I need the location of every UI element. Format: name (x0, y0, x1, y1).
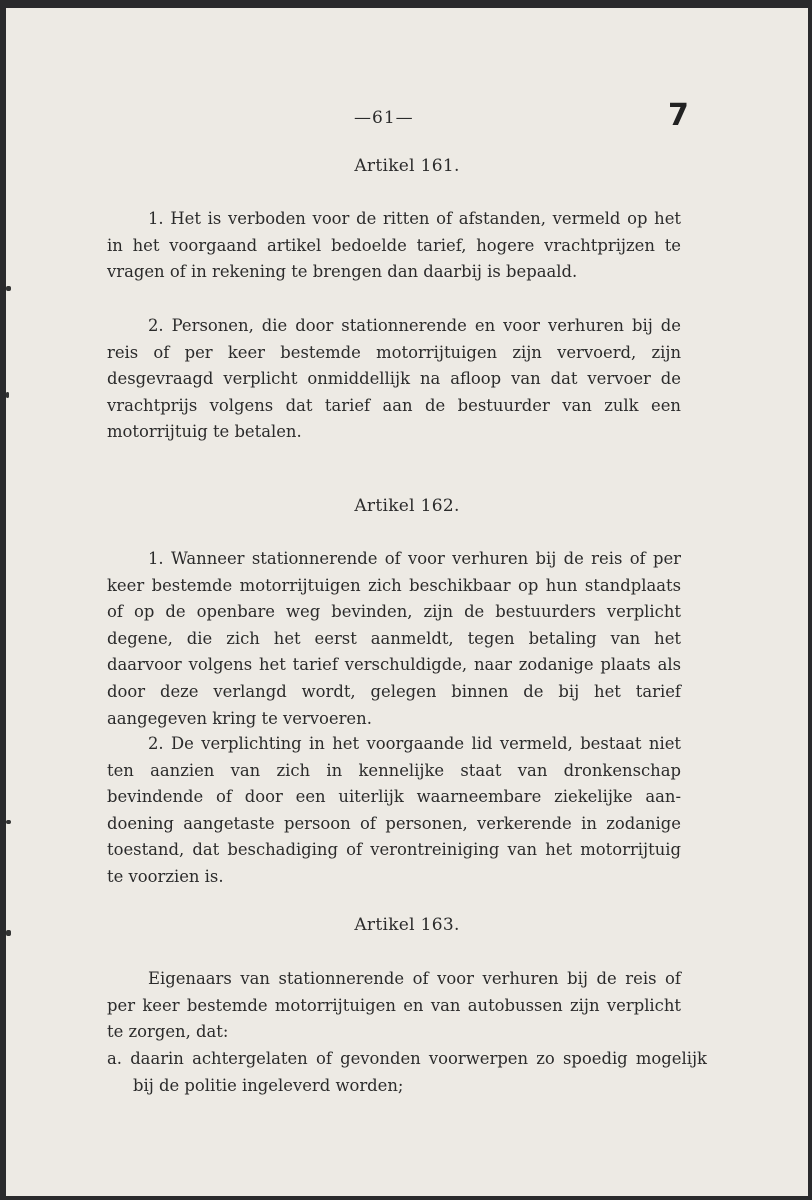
article-163-item-a: a. daarin achtergelaten of gevonden voorwerpen zo spoedig mogelijk bij de politie ingeleverd worden; (107, 1049, 707, 1095)
sheet-mark: 7 (668, 98, 689, 133)
speck-mark (6, 286, 11, 291)
margin-specks (6, 8, 16, 1196)
article-163-heading: Artikel 163. (354, 915, 460, 935)
speck-mark (6, 820, 11, 824)
article-162-paragraph-1: 1. Wanneer stationnerende of voor verhuren bij de reis of per keer bestemde motorrijtuigen zich beschikbaar op hun standplaats of op de openbare weg bevinden, zijn de bestuurders verplicht degene, die zich het eerst aanmeldt, tegen betaling van het daarvoor volgens het tarief verschuldigde, naar zodanige plaats als door deze verlangd wordt, gelegen binnen de bij het tarief aangegeven kring te vervoeren. (107, 549, 681, 728)
speck-mark (6, 930, 11, 936)
article-161-paragraph-2: 2. Personen, die door stationnerende en voor verhuren bij de reis of per keer bestemde motorrijtuigen zijn vervoerd, zijn desgevraagd verplicht onmiddellijk na afloop van dat vervoer de vrachtprijs volgens dat tarief aan de bestuurder van zulk een motorrijtuig te betalen. (107, 316, 681, 442)
document-page (6, 8, 808, 1196)
article-162-paragraph-2: 2. De verplichting in het voorgaande lid vermeld, bestaat niet ten aanzien van zich in kennelijke staat van dronkenschap bevindende of door een uiterlijk waarneembare ziekelijke aandoening aangetaste persoon of personen, verkerende in zodanige toestand, dat beschadiging of verontreiniging van het motorrijtuig te voorzien is. (107, 734, 681, 886)
article-161-heading: Artikel 161. (354, 156, 460, 176)
page-number: —61— (354, 108, 414, 128)
speck-mark (6, 392, 9, 398)
article-163-paragraph-1: Eigenaars van stationnerende of voor verhuren bij de reis of per keer bestemde motorrijtuigen en van autobussen zijn verplicht te zorgen, dat: (107, 969, 681, 1042)
article-162-heading: Artikel 162. (354, 496, 460, 516)
article-161-paragraph-1: 1. Het is verboden voor de ritten of afstanden, vermeld op het in het voorgaand artikel bedoelde tarief, hogere vrachtprijzen te vragen of in rekening te brengen dan daarbij is bepaald. (107, 209, 681, 282)
